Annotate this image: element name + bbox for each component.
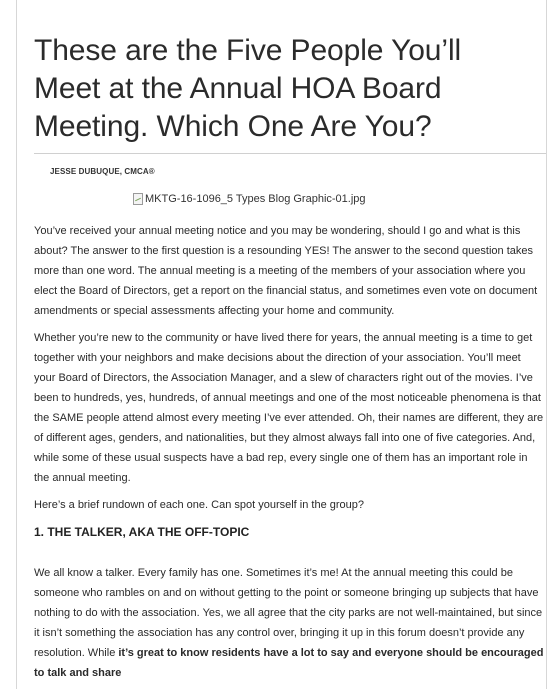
paragraph-intro: You’ve received your annual meeting notice and you may be wondering, should I go and what is this about? The answer to the first question is a resounding YES! The answer to the second question takes more than one word. The annual meeting is a meeting of the members of your association where you elect the Board of Directors, get a report on the financial status, and sometimes even vote on document amendments or special assessments affecting your home and community.	[34, 225, 538, 317]
page-border-right	[546, 0, 547, 689]
section-heading-talker: 1. THE TALKER, AKA THE OFF-TOPIC	[34, 525, 250, 539]
author-byline: JESSE DUBUQUE, CMCA®	[50, 167, 155, 176]
page-border-left	[16, 0, 17, 689]
paragraph-rundown: Here’s a brief rundown of each one. Can spot yourself in the group?	[34, 499, 364, 511]
broken-image-icon	[133, 193, 143, 205]
article-body	[34, 221, 545, 690]
paragraph-talker-bold: it’s great to know residents have a lot to say and everyone should be encouraged to talk and share	[34, 647, 544, 679]
article-title: These are the Five People You’ll Meet at the Annual HOA Board Meeting. Which One Are You?	[34, 34, 462, 143]
image-alt-text: MKTG-16-1096_5 Types Blog Graphic-01.jpg	[145, 193, 366, 205]
paragraph-community: Whether you’re new to the community or have lived there for years, the annual meeting is a time to get together with your neighbors and make decisions about the direction of your association. You’ll meet your Board of Directors, the Association Manager, and a slew of characters right out of the movies. I’ve been to hundreds, yes, hundreds, of annual meetings and one of the most noticeable phenomena is that the SAME people attend almost every meeting I’ve ever attended. Oh, their names are different, they are of different ages, genders, and nationalities, but they almost always fall into one of five categories. And, while some of these usual suspects have a bad rep, every single one of them has an important role in the annual meeting.	[34, 332, 544, 484]
paragraph-talker	[34, 563, 545, 683]
article-header	[34, 32, 544, 146]
paragraph-talker-text: We all know a talker. Every family has one. Sometimes it’s me! At the annual meeting this could be someone who rambles on and on without getting to the point or someone bringing up subjects that have nothing to do with the association. Yes, we all agree that the city parks are not well-maintained, but since it isn’t something the association has any control over, bringing it up in this forum doesn’t provide any resolution. While	[34, 567, 543, 659]
article-image	[133, 193, 366, 205]
title-divider	[34, 153, 546, 154]
